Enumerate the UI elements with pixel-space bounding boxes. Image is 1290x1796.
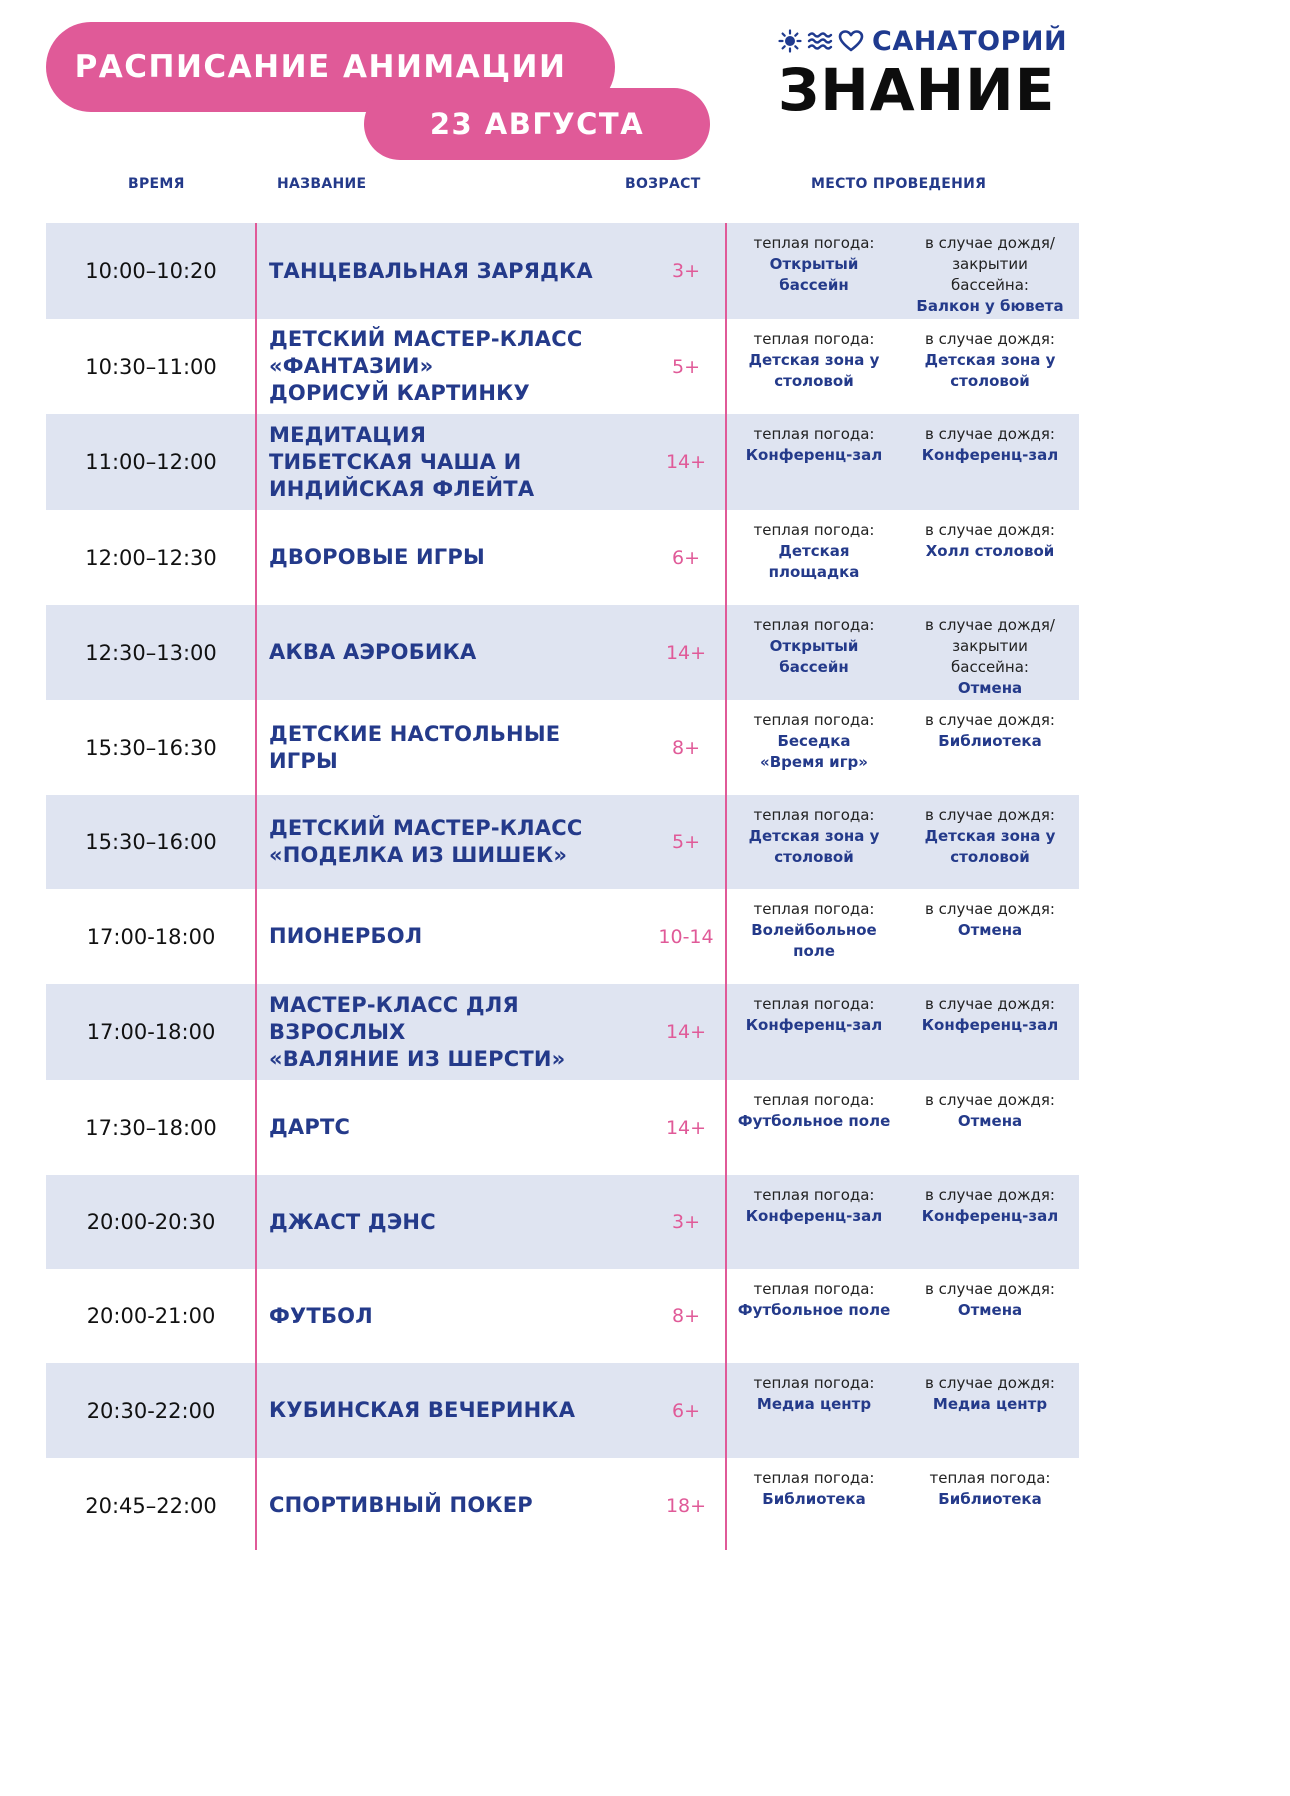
place-warm bbox=[726, 994, 902, 1080]
place-warm-label: теплая погода: bbox=[753, 806, 875, 824]
place-rain-label: в случае дождя: bbox=[925, 425, 1055, 443]
event-time: 20:00-21:00 bbox=[86, 1304, 216, 1328]
place-rain bbox=[902, 899, 1078, 984]
event-name-text: АКВА АЭРОБИКА bbox=[269, 640, 477, 664]
schedule-row bbox=[46, 319, 1079, 414]
place-warm bbox=[726, 1185, 902, 1269]
event-name bbox=[256, 319, 646, 414]
place-warm bbox=[726, 615, 902, 700]
place-warm-value: Волейбольное поле bbox=[751, 921, 877, 960]
event-age: 14+ bbox=[665, 451, 707, 473]
schedule-row bbox=[46, 984, 1079, 1080]
place-rain bbox=[902, 1090, 1078, 1175]
event-time: 15:30–16:30 bbox=[85, 735, 217, 760]
schedule-row bbox=[46, 605, 1079, 700]
place-rain-label: в случае дождя: bbox=[925, 330, 1055, 348]
event-place bbox=[726, 414, 1079, 510]
place-rain-label: в случае дождя: bbox=[925, 1374, 1055, 1392]
place-rain bbox=[902, 1279, 1078, 1363]
place-warm-label: теплая погода: bbox=[753, 616, 875, 634]
event-age: 6+ bbox=[671, 1399, 700, 1422]
place-warm-value: Футбольное поле bbox=[737, 1112, 891, 1130]
event-name bbox=[256, 984, 646, 1080]
event-name bbox=[256, 1458, 646, 1553]
place-rain-label: в случае дождя: bbox=[925, 1091, 1055, 1109]
event-age: 5+ bbox=[671, 831, 700, 853]
schedule-row bbox=[46, 223, 1079, 319]
place-warm-value: Открытый бассейн bbox=[769, 255, 859, 294]
schedule-row bbox=[46, 510, 1079, 605]
place-rain-label: в случае дождя/ закрытии бассейна: bbox=[925, 234, 1055, 294]
place-warm-label: теплая погода: bbox=[753, 900, 875, 918]
place-warm bbox=[726, 1373, 902, 1458]
place-warm-value: Детская площадка bbox=[768, 542, 860, 581]
sun-icon bbox=[778, 29, 802, 53]
event-name bbox=[256, 414, 646, 510]
place-rain-value: Детская зона у столовой bbox=[924, 351, 1056, 390]
column-header-place: МЕСТО ПРОВЕДЕНИЯ bbox=[811, 176, 987, 192]
sanatorium-logo bbox=[778, 24, 1078, 129]
event-place bbox=[726, 1175, 1079, 1269]
event-age: 3+ bbox=[671, 1211, 700, 1233]
place-rain-value: Отмена bbox=[957, 1112, 1023, 1130]
event-place bbox=[726, 700, 1079, 795]
event-time: 12:00–12:30 bbox=[85, 545, 217, 570]
place-rain bbox=[902, 805, 1078, 889]
schedule-row bbox=[46, 1363, 1079, 1458]
place-warm-value: Открытый бассейн bbox=[769, 637, 859, 676]
place-warm bbox=[726, 899, 902, 984]
place-warm bbox=[726, 1090, 902, 1175]
place-warm bbox=[726, 1468, 902, 1553]
event-age: 8+ bbox=[671, 736, 700, 759]
place-warm bbox=[726, 710, 902, 795]
place-rain-label: в случае дождя: bbox=[925, 1186, 1055, 1204]
place-warm-label: теплая погода: bbox=[753, 1186, 875, 1204]
event-time: 20:00-20:30 bbox=[86, 1210, 216, 1234]
place-rain-label: в случае дождя/ закрытии бассейна: bbox=[925, 616, 1055, 676]
place-rain-value: Отмена bbox=[957, 921, 1023, 939]
event-place bbox=[726, 795, 1079, 889]
place-warm bbox=[726, 329, 902, 414]
place-warm bbox=[726, 1279, 902, 1363]
event-name-text: ПИОНЕРБОЛ bbox=[269, 924, 423, 948]
event-name bbox=[256, 1363, 646, 1458]
event-name-text: ДЕТСКИЙ МАСТЕР-КЛАСС «ПОДЕЛКА ИЗ ШИШЕК» bbox=[269, 816, 583, 867]
schedule-row bbox=[46, 795, 1079, 889]
schedule-row bbox=[46, 1269, 1079, 1363]
place-warm-label: теплая погода: bbox=[753, 1469, 875, 1487]
place-warm-label: теплая погода: bbox=[753, 521, 875, 539]
place-warm-label: теплая погода: bbox=[753, 330, 875, 348]
place-rain-value: Балкон у бювета bbox=[916, 297, 1064, 315]
place-rain bbox=[902, 1468, 1078, 1553]
event-place bbox=[726, 889, 1079, 984]
event-age: 14+ bbox=[665, 641, 707, 664]
schedule-title-text: РАСПИСАНИЕ АНИМАЦИИ bbox=[74, 49, 567, 85]
event-age: 10-14 bbox=[658, 925, 714, 948]
schedule-row bbox=[46, 889, 1079, 984]
event-place bbox=[726, 1269, 1079, 1363]
event-name-text: ДАРТС bbox=[269, 1115, 351, 1139]
place-rain bbox=[902, 424, 1078, 510]
place-rain bbox=[902, 710, 1078, 795]
event-time: 20:45–22:00 bbox=[85, 1493, 217, 1518]
place-warm-label: теплая погода: bbox=[753, 234, 875, 252]
place-warm bbox=[726, 805, 902, 889]
event-name-text: ДЕТСКИЙ МАСТЕР-КЛАСС «ФАНТАЗИИ» ДОРИСУЙ КАРТИНКУ bbox=[269, 327, 583, 405]
place-rain-value: Детская зона у столовой bbox=[924, 827, 1056, 866]
event-age: 3+ bbox=[671, 260, 700, 282]
place-rain-value: Отмена bbox=[957, 1301, 1023, 1319]
schedule-date-text: 23 АВГУСТА bbox=[429, 107, 645, 141]
place-rain bbox=[902, 1185, 1078, 1269]
heart-icon bbox=[838, 29, 864, 53]
event-name bbox=[256, 1175, 646, 1269]
event-age: 5+ bbox=[671, 355, 700, 378]
event-time: 17:00-18:00 bbox=[86, 924, 216, 949]
event-name bbox=[256, 510, 646, 605]
place-rain bbox=[902, 520, 1078, 605]
event-time: 10:30–11:00 bbox=[85, 354, 217, 379]
event-age: 14+ bbox=[665, 1021, 707, 1043]
event-place bbox=[726, 605, 1079, 700]
column-header-time: ВРЕМЯ bbox=[128, 176, 185, 192]
event-name-text: ДЕТСКИЕ НАСТОЛЬНЫЕ ИГРЫ bbox=[269, 721, 561, 773]
place-rain bbox=[902, 233, 1078, 319]
event-name-text: СПОРТИВНЫЙ ПОКЕР bbox=[269, 1493, 533, 1517]
place-warm-label: теплая погода: bbox=[753, 1091, 875, 1109]
place-warm-label: теплая погода: bbox=[753, 425, 875, 443]
schedule-date bbox=[364, 88, 710, 160]
event-place bbox=[726, 1458, 1079, 1553]
schedule-table bbox=[46, 223, 1079, 1553]
event-age: 18+ bbox=[665, 1494, 707, 1517]
place-rain bbox=[902, 329, 1078, 414]
place-rain-label: в случае дождя: bbox=[925, 995, 1055, 1013]
place-rain-value: Библиотека bbox=[938, 1490, 1042, 1508]
event-name bbox=[256, 700, 646, 795]
logo-name: ЗНАНИЕ bbox=[778, 56, 1056, 124]
place-warm-value: Конференц-зал bbox=[745, 1207, 883, 1225]
place-warm-value: Конференц-зал bbox=[745, 446, 883, 464]
event-name bbox=[256, 223, 646, 319]
column-divider-left bbox=[255, 223, 257, 1550]
schedule-row bbox=[46, 1080, 1079, 1175]
place-rain-label: в случае дождя: bbox=[925, 806, 1055, 824]
place-rain-value: Холл столовой bbox=[925, 542, 1055, 560]
event-age: 14+ bbox=[665, 1116, 707, 1139]
place-rain-value: Отмена bbox=[957, 679, 1023, 697]
column-header-age: ВОЗРАСТ bbox=[625, 176, 701, 192]
place-warm bbox=[726, 233, 902, 319]
event-place bbox=[726, 1080, 1079, 1175]
waves-icon bbox=[807, 30, 833, 52]
event-time: 15:30–16:00 bbox=[85, 830, 217, 854]
schedule-row bbox=[46, 1458, 1079, 1553]
place-warm bbox=[726, 424, 902, 510]
place-rain-label: в случае дождя: bbox=[925, 711, 1055, 729]
column-header-name: НАЗВАНИЕ bbox=[277, 176, 367, 192]
place-warm-value: Футбольное поле bbox=[737, 1301, 891, 1319]
event-name-text: ДЖАСТ ДЭНС bbox=[269, 1209, 436, 1234]
column-divider-right bbox=[725, 223, 727, 1550]
event-time: 20:30-22:00 bbox=[86, 1398, 216, 1423]
place-warm-value: Библиотека bbox=[762, 1490, 866, 1508]
event-name-text: ДВОРОВЫЕ ИГРЫ bbox=[269, 545, 485, 569]
logo-subtitle: САНАТОРИЙ bbox=[872, 25, 1068, 57]
place-rain-label: в случае дождя: bbox=[925, 1280, 1055, 1298]
event-name bbox=[256, 1269, 646, 1363]
place-rain-value: Библиотека bbox=[938, 732, 1042, 750]
event-name bbox=[256, 1080, 646, 1175]
place-rain-label: теплая погода: bbox=[929, 1469, 1051, 1487]
event-name-text: ФУТБОЛ bbox=[269, 1303, 373, 1328]
place-warm-value: Детская зона у столовой bbox=[748, 827, 880, 866]
place-warm-value: Медиа центр bbox=[756, 1395, 872, 1413]
event-place bbox=[726, 984, 1079, 1080]
place-warm-label: теплая погода: bbox=[753, 711, 875, 729]
schedule-row bbox=[46, 700, 1079, 795]
event-time: 10:00–10:20 bbox=[85, 259, 217, 283]
event-place bbox=[726, 319, 1079, 414]
event-place bbox=[726, 1363, 1079, 1458]
place-rain-label: в случае дождя: bbox=[925, 521, 1055, 539]
place-rain-value: Медиа центр bbox=[932, 1395, 1048, 1413]
place-rain-value: Конференц-зал bbox=[921, 1016, 1059, 1034]
schedule-row bbox=[46, 1175, 1079, 1269]
place-rain bbox=[902, 615, 1078, 700]
place-warm-label: теплая погода: bbox=[753, 995, 875, 1013]
place-warm bbox=[726, 520, 902, 605]
event-name bbox=[256, 795, 646, 889]
place-rain-label: в случае дождя: bbox=[925, 900, 1055, 918]
place-rain bbox=[902, 994, 1078, 1080]
event-time: 11:00–12:00 bbox=[85, 450, 217, 474]
event-name-text: КУБИНСКАЯ ВЕЧЕРИНКА bbox=[269, 1398, 576, 1422]
place-warm-value: Детская зона у столовой bbox=[748, 351, 880, 390]
event-name-text: МЕДИТАЦИЯ ТИБЕТСКАЯ ЧАША И ИНДИЙСКАЯ ФЛЕЙТА bbox=[269, 422, 535, 501]
place-warm-label: теплая погода: bbox=[753, 1374, 875, 1392]
schedule-row bbox=[46, 414, 1079, 510]
event-age: 8+ bbox=[671, 1305, 700, 1327]
place-rain-value: Конференц-зал bbox=[921, 1207, 1059, 1225]
event-time: 17:30–18:00 bbox=[85, 1115, 217, 1140]
event-name-text: МАСТЕР-КЛАСС ДЛЯ ВЗРОСЛЫХ «ВАЛЯНИЕ ИЗ ШЕРСТИ» bbox=[269, 992, 566, 1071]
place-warm-label: теплая погода: bbox=[753, 1280, 875, 1298]
event-time: 12:30–13:00 bbox=[85, 640, 217, 665]
event-name bbox=[256, 889, 646, 984]
event-time: 17:00-18:00 bbox=[86, 1020, 216, 1044]
event-place bbox=[726, 510, 1079, 605]
place-rain-value: Конференц-зал bbox=[921, 446, 1059, 464]
event-name-text: ТАНЦЕВАЛЬНАЯ ЗАРЯДКА bbox=[269, 258, 593, 283]
event-name bbox=[256, 605, 646, 700]
event-place bbox=[726, 223, 1079, 319]
place-warm-value: Конференц-зал bbox=[745, 1016, 883, 1034]
place-warm-value: Беседка «Время игр» bbox=[760, 732, 868, 771]
place-rain bbox=[902, 1373, 1078, 1458]
event-age: 6+ bbox=[671, 546, 700, 569]
